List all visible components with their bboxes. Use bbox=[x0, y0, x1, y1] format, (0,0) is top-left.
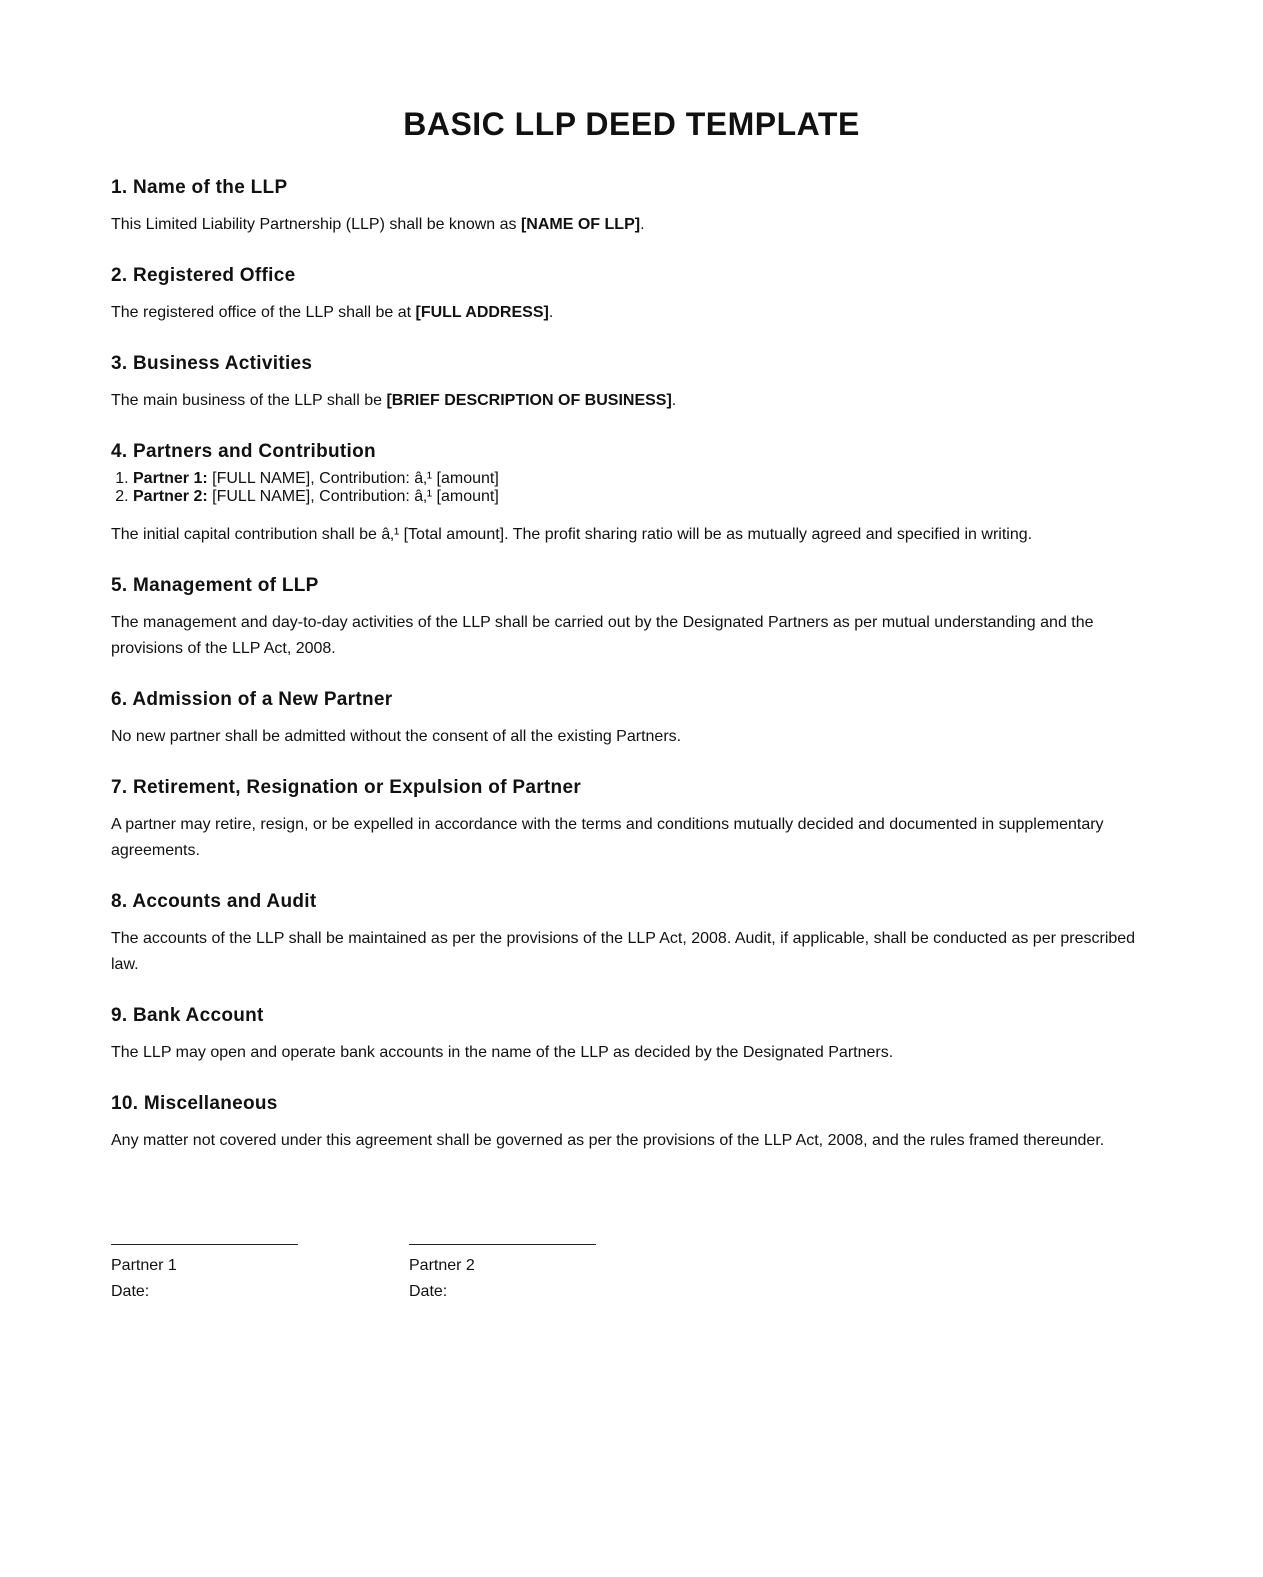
document-body bbox=[111, 174, 1141, 1178]
placeholder-full-address: [FULL ADDRESS] bbox=[415, 304, 549, 321]
section-text: Any matter not covered under this agreement shall be governed as per the provisions of the LLP Act, 2008, and the rules framed thereunder. bbox=[111, 1132, 1105, 1149]
signatory-name: Partner 1 bbox=[111, 1257, 177, 1274]
section-text: The accounts of the LLP shall be maintained as per the provisions of the LLP Act, 2008. Audit, if applicable, shall be conducted as per prescribed law. bbox=[111, 930, 1136, 973]
section-heading: 9. Bank Account bbox=[111, 1005, 264, 1026]
signature-area bbox=[111, 1244, 711, 1300]
partner-label: Partner 2: bbox=[133, 488, 208, 505]
section-text bbox=[111, 300, 1141, 326]
signature-block-partner-2 bbox=[409, 1244, 596, 1305]
signature-block-partner-1 bbox=[111, 1244, 298, 1305]
partner-label: Partner 1: bbox=[133, 470, 208, 487]
list-item bbox=[133, 470, 1141, 488]
partner-details: [FULL NAME], Contribution: â‚¹ [amount] bbox=[207, 488, 499, 505]
section-name-of-llp bbox=[111, 174, 1141, 238]
text-run: The registered office of the LLP shall be at bbox=[111, 304, 416, 321]
section-heading: 5. Management of LLP bbox=[111, 575, 319, 596]
section-text bbox=[111, 212, 1141, 238]
section-admission bbox=[111, 686, 1141, 750]
text-run: . bbox=[671, 392, 677, 409]
section-retirement bbox=[111, 774, 1141, 864]
section-miscellaneous bbox=[111, 1090, 1141, 1154]
section-heading: 1. Name of the LLP bbox=[111, 177, 288, 198]
section-heading: 3. Business Activities bbox=[111, 353, 313, 374]
list-item bbox=[133, 488, 1141, 506]
section-heading: 4. Partners and Contribution bbox=[111, 441, 376, 462]
signature-line bbox=[409, 1244, 596, 1245]
section-registered-office bbox=[111, 262, 1141, 326]
section-text: No new partner shall be admitted without the consent of all the existing Partners. bbox=[111, 728, 682, 745]
section-bank-account bbox=[111, 1002, 1141, 1066]
document-title: BASIC LLP DEED TEMPLATE bbox=[403, 106, 860, 142]
section-accounts-audit bbox=[111, 888, 1141, 978]
section-heading: 6. Admission of a New Partner bbox=[111, 689, 393, 710]
partner-list bbox=[111, 470, 1141, 506]
date-label: Date: bbox=[409, 1283, 448, 1300]
section-management bbox=[111, 572, 1141, 662]
section-text: The LLP may open and operate bank accounts in the name of the LLP as decided by the Designated Partners. bbox=[111, 1044, 894, 1061]
date-label: Date: bbox=[111, 1283, 150, 1300]
text-run: The main business of the LLP shall be bbox=[111, 392, 387, 409]
text-run: This Limited Liability Partnership (LLP) shall be known as bbox=[111, 216, 521, 233]
section-partners-contribution bbox=[111, 438, 1141, 548]
text-run: . bbox=[640, 216, 645, 233]
section-heading: 8. Accounts and Audit bbox=[111, 891, 317, 912]
signature-line bbox=[111, 1244, 298, 1245]
section-heading: 10. Miscellaneous bbox=[111, 1093, 278, 1114]
placeholder-business-description: [BRIEF DESCRIPTION OF BUSINESS] bbox=[386, 392, 672, 409]
section-text: The management and day-to-day activities of the LLP shall be carried out by the Designated Partners as per mutual understanding and the provisions of the LLP Act, 2008. bbox=[111, 614, 1094, 657]
section-business-activities bbox=[111, 350, 1141, 414]
section-text: The initial capital contribution shall be â‚¹ [Total amount]. The profit sharing ratio will be as mutually agreed and specified in writing. bbox=[111, 526, 1033, 543]
section-text: A partner may retire, resign, or be expelled in accordance with the terms and conditions mutually decided and documented in supplementary agreements. bbox=[111, 816, 1104, 859]
signatory-name: Partner 2 bbox=[409, 1257, 475, 1274]
placeholder-name-of-llp: [NAME OF LLP] bbox=[520, 216, 641, 233]
text-run: . bbox=[548, 304, 554, 321]
section-text bbox=[111, 388, 1141, 414]
section-heading: 7. Retirement, Resignation or Expulsion of Partner bbox=[111, 777, 582, 798]
section-heading: 2. Registered Office bbox=[111, 265, 296, 286]
partner-details: [FULL NAME], Contribution: â‚¹ [amount] bbox=[207, 470, 499, 487]
